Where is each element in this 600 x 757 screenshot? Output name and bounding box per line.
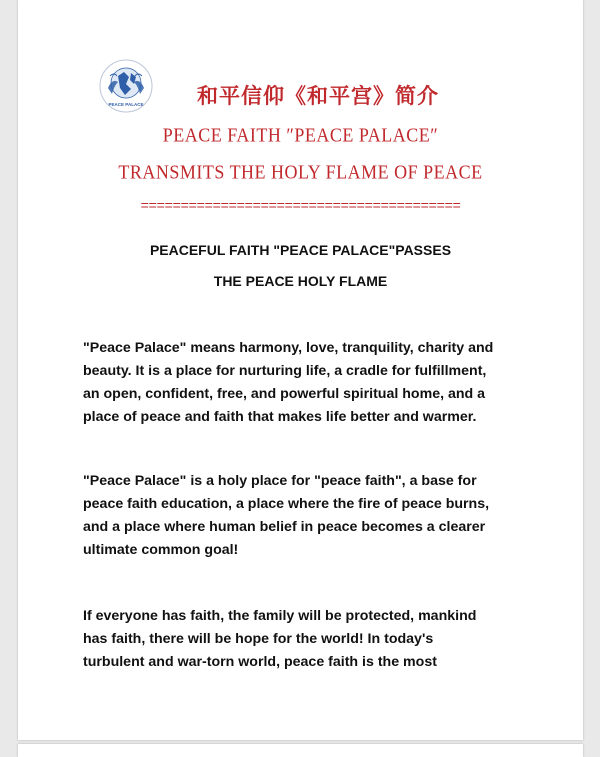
- english-title-line-1: PEACE FAITH ″PEACE PALACE″: [162, 123, 439, 147]
- paragraph-line: ultimate common goal!: [83, 542, 239, 558]
- paragraph-line: peace faith education, a place where the fire of peace burns,: [83, 496, 490, 512]
- next-page-edge: [18, 744, 583, 757]
- paragraph-line: beauty. It is a place for nurturing life, a cradle for fulfillment,: [83, 363, 487, 379]
- paragraph-line: an open, confident, free, and powerful spiritual home, and a: [83, 386, 486, 402]
- title-divider: ========================================: [140, 199, 461, 215]
- english-title-line-2: TRANSMITS THE HOLY FLAME OF PEACE: [118, 160, 483, 184]
- paragraph-line: "Peace Palace" means harmony, love, tranquility, charity and: [83, 340, 494, 356]
- paragraph-line: has faith, there will be hope for the world! In today's: [83, 631, 434, 647]
- document-page: [18, 0, 583, 740]
- paragraph-line: "Peace Palace" is a holy place for "peace faith", a base for: [83, 473, 477, 489]
- paragraph-line: place of peace and faith that makes life better and warmer.: [83, 409, 477, 425]
- paragraph-line: turbulent and war-torn world, peace faith is the most: [83, 654, 437, 670]
- section-heading-line-2: THE PEACE HOLY FLAME: [213, 273, 388, 289]
- logo-caption: PEACE PALACE: [108, 102, 144, 107]
- paragraph-3: [83, 605, 523, 674]
- section-heading-line-1: PEACEFUL FAITH "PEACE PALACE"PASSES: [149, 242, 452, 258]
- paragraph-line: and a place where human belief in peace becomes a clearer: [83, 519, 486, 535]
- chinese-title: 和平信仰《和平宫》简介: [197, 83, 439, 108]
- peace-palace-logo: [98, 58, 154, 114]
- paragraph-1: [83, 337, 523, 429]
- paragraph-2: [83, 470, 523, 562]
- paragraph-line: If everyone has faith, the family will be protected, mankind: [83, 608, 477, 624]
